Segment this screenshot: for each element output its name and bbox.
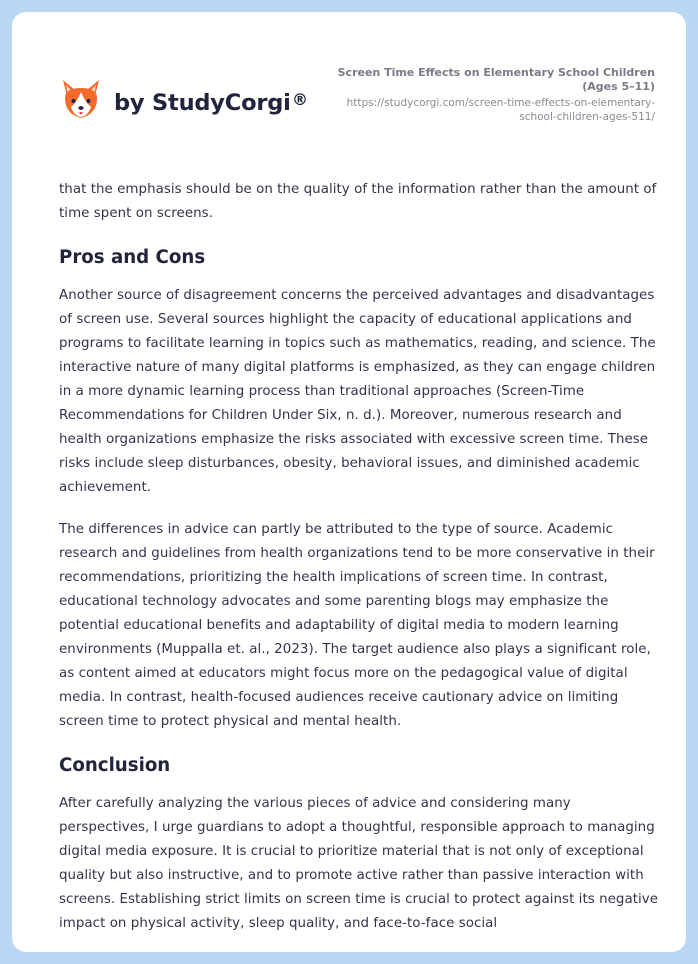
conclusion-paragraph-1: After carefully analyzing the various pieces of advice and considering many perspectives, I urge guardians to adopt a thoughtful, responsible approach to managing digital media exposure. It is crucial to prioritize material that is not only of exceptional quality but also instructive, and to promote active rather than passive interaction with screens. Establishing strict limits on screen time is crucial to protect against its negative impact on physical activity, sleep quality, and face-to-face social xyxy=(59,796,659,931)
registered-mark: ® xyxy=(292,90,308,109)
document-url[interactable]: https://studycorgi.com/screen-time-effects-on-elementary-school-children-ages-511/ xyxy=(346,97,655,123)
page-header xyxy=(12,12,686,162)
pros-cons-paragraph-1: Another source of disagreement concerns the perceived advantages and disadvantages of screen use. Several sources highlight the capacity of educational applications and programs to facilitate learning in topics such as mathematics, reading, and science. The interactive nature of many digital platforms is emphasized, as they can engage children in a more dynamic learning process than traditional approaches (Screen-Time Recommendations for Children Under Six, n. d.). Moreover, numerous research and health organizations emphasize the risks associated with excessive screen time. These risks include sleep disturbances, obesity, behavioral issues, and diminished academic achievement. xyxy=(59,288,656,495)
intro-paragraph: that the emphasis should be on the quality of the information rather than the amount of time spent on screens. xyxy=(59,182,657,221)
section-heading-conclusion: Conclusion xyxy=(59,755,171,776)
document-content xyxy=(59,178,659,936)
studycorgi-logo[interactable] xyxy=(60,76,308,124)
document-title: Screen Time Effects on Elementary School Children (Ages 5–11) xyxy=(337,66,655,93)
corgi-logo-icon xyxy=(60,76,102,124)
brand-name: by StudyCorgi xyxy=(114,90,291,116)
document-meta xyxy=(315,66,655,124)
pros-cons-paragraph-2: The differences in advice can partly be attributed to the type of source. Academic research and guidelines from health organizations tend to be more conservative in their recommendations, prioritizing the health implications of screen time. In contrast, educational technology advocates and some parenting blogs may emphasize the potential educational benefits and adaptability of digital media to modern learning environments (Muppalla et. al., 2023). The target audience also plays a significant role, as content aimed at educators might focus more on the pedagogical value of digital media. In contrast, health-focused audiences receive cautionary advice on limiting screen time to protect physical and mental health. xyxy=(59,522,655,729)
document-page xyxy=(12,12,686,952)
section-heading-pros-and-cons: Pros and Cons xyxy=(59,247,206,268)
